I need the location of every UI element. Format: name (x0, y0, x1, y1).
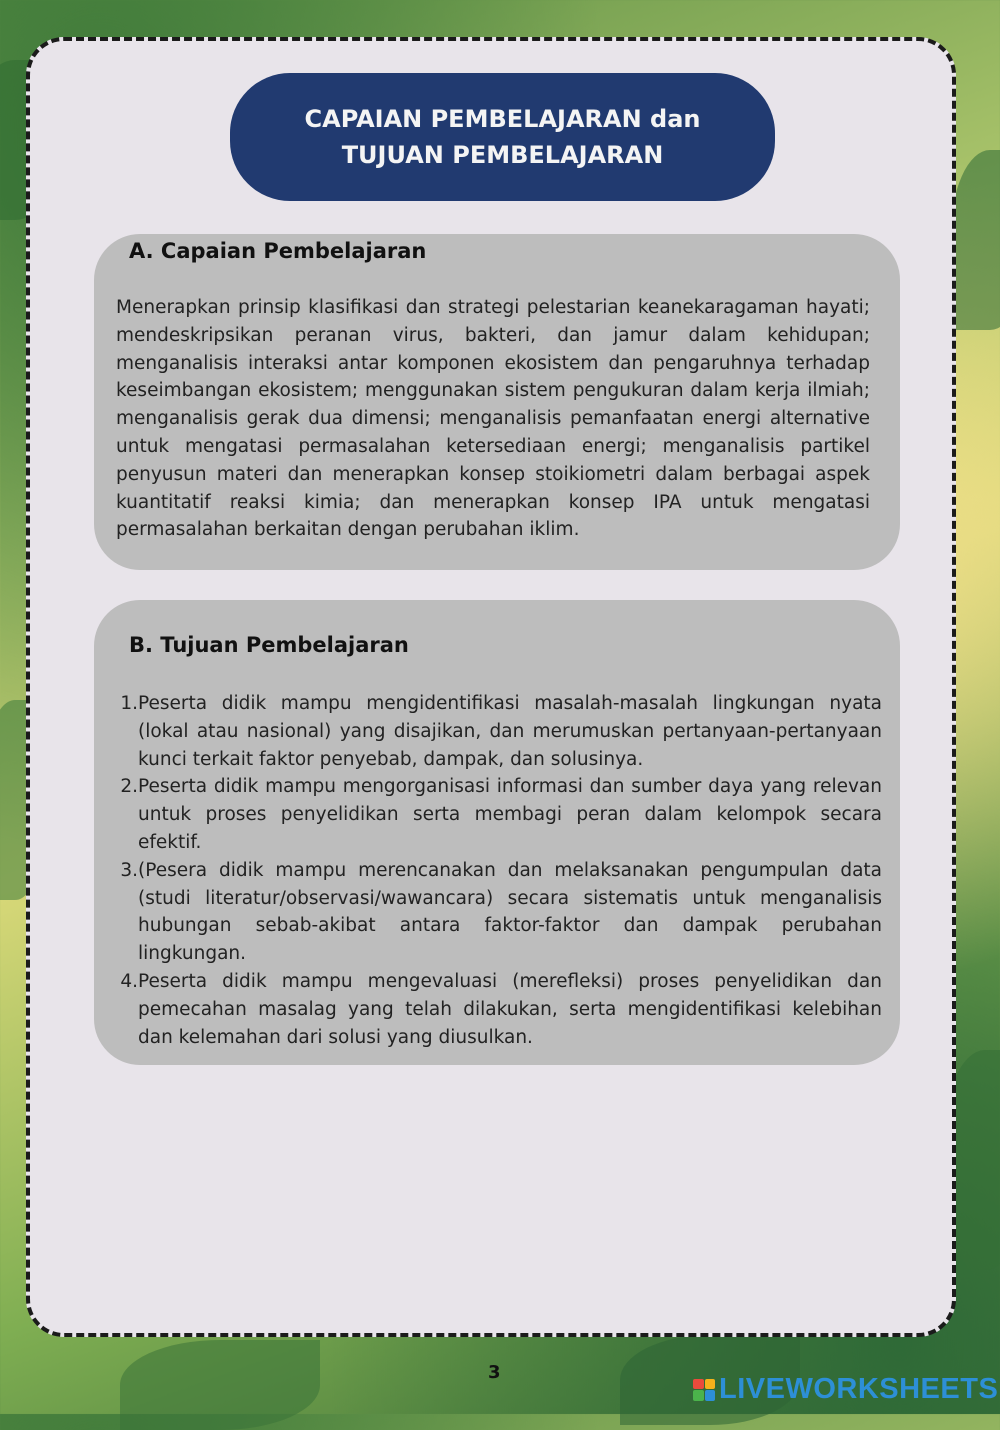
section-a-heading: A. Capaian Pembelajaran (129, 239, 427, 263)
page-title (230, 73, 775, 201)
list-item-text: Peserta didik mampu mengevaluasi (merefleksi) proses penyelidikan dan pemecahan masalag yang telah dilakukan, serta mengidentifikasi kelebihan dan kelemahan dari solusi yang diusulkan. (138, 970, 882, 1048)
list-item-text: Peserta didik mampu mengorganisasi informasi dan sumber daya yang relevan untuk proses penyelidikan serta membagi peran dalam kelompok secara efektif. (138, 776, 882, 853)
liveworksheets-logo[interactable] (693, 1373, 998, 1406)
list-item-text: Peserta didik mampu mengidentifikasi masalah-masalah lingkungan nyata (lokal atau nasional) yang disajikan, dan merumuskan pertanyaan-pertanyaan kunci terkait faktor penyebab, dampak, dan solusinya. (138, 693, 882, 770)
list-item-text: (Pesera didik mampu merencanakan dan melaksanakan pengumpulan data (studi literatur/observasi/wawancara) secara sistematis untuk menganalisis hubungan sebab-akibat antara faktor-faktor dan dampak perubahan lingkungan. (138, 859, 882, 965)
list-item-number: 3. (120, 859, 138, 881)
page-title-line-1: CAPAIAN PEMBELAJARAN dan (304, 105, 701, 133)
brand-text: LIVEWORKSHEETS (719, 1373, 999, 1405)
page-title-line-2: TUJUAN PEMBELAJARAN (341, 141, 664, 169)
list-item-number: 2. (120, 776, 138, 798)
section-b-heading: B. Tujuan Pembelajaran (129, 633, 409, 657)
goals-list (116, 690, 882, 1051)
background-leaf (120, 1340, 320, 1430)
section-capaian (94, 234, 900, 570)
list-item (116, 857, 882, 968)
list-item (116, 968, 882, 1051)
section-tujuan (94, 600, 900, 1065)
section-a-text: Menerapkan prinsip klasifikasi dan strategi pelestarian keanekaragaman hayati; mendeskripsikan peranan virus, bakteri, dan jamur dalam kehidupan; menganalisis interaksi antar komponen ekosistem dan pengaruhnya terhadap keseimbangan ekosistem; menggunakan sistem pengukuran dalam kerja ilmiah; menganalisis gerak dua dimensi; menganalisis pemanfaatan energi alternative untuk mengatasi permasalahan ketersediaan energi; menganalisis partikel penyusun materi dan menerapkan konsep stoikiometri dalam berbagai aspek kuantitatif reaksi kimia; dan menerapkan konsep IPA untuk mengatasi permasalahan berkaitan dengan perubahan iklim. (116, 297, 870, 541)
page-number: 3 (488, 1362, 501, 1383)
list-item-number: 4. (120, 970, 138, 992)
list-item (116, 773, 882, 856)
list-item (116, 690, 882, 773)
list-item-number: 1. (120, 693, 138, 714)
liveworksheets-icon (693, 1379, 715, 1401)
background-leaf (950, 150, 1000, 330)
content-card (26, 37, 956, 1337)
